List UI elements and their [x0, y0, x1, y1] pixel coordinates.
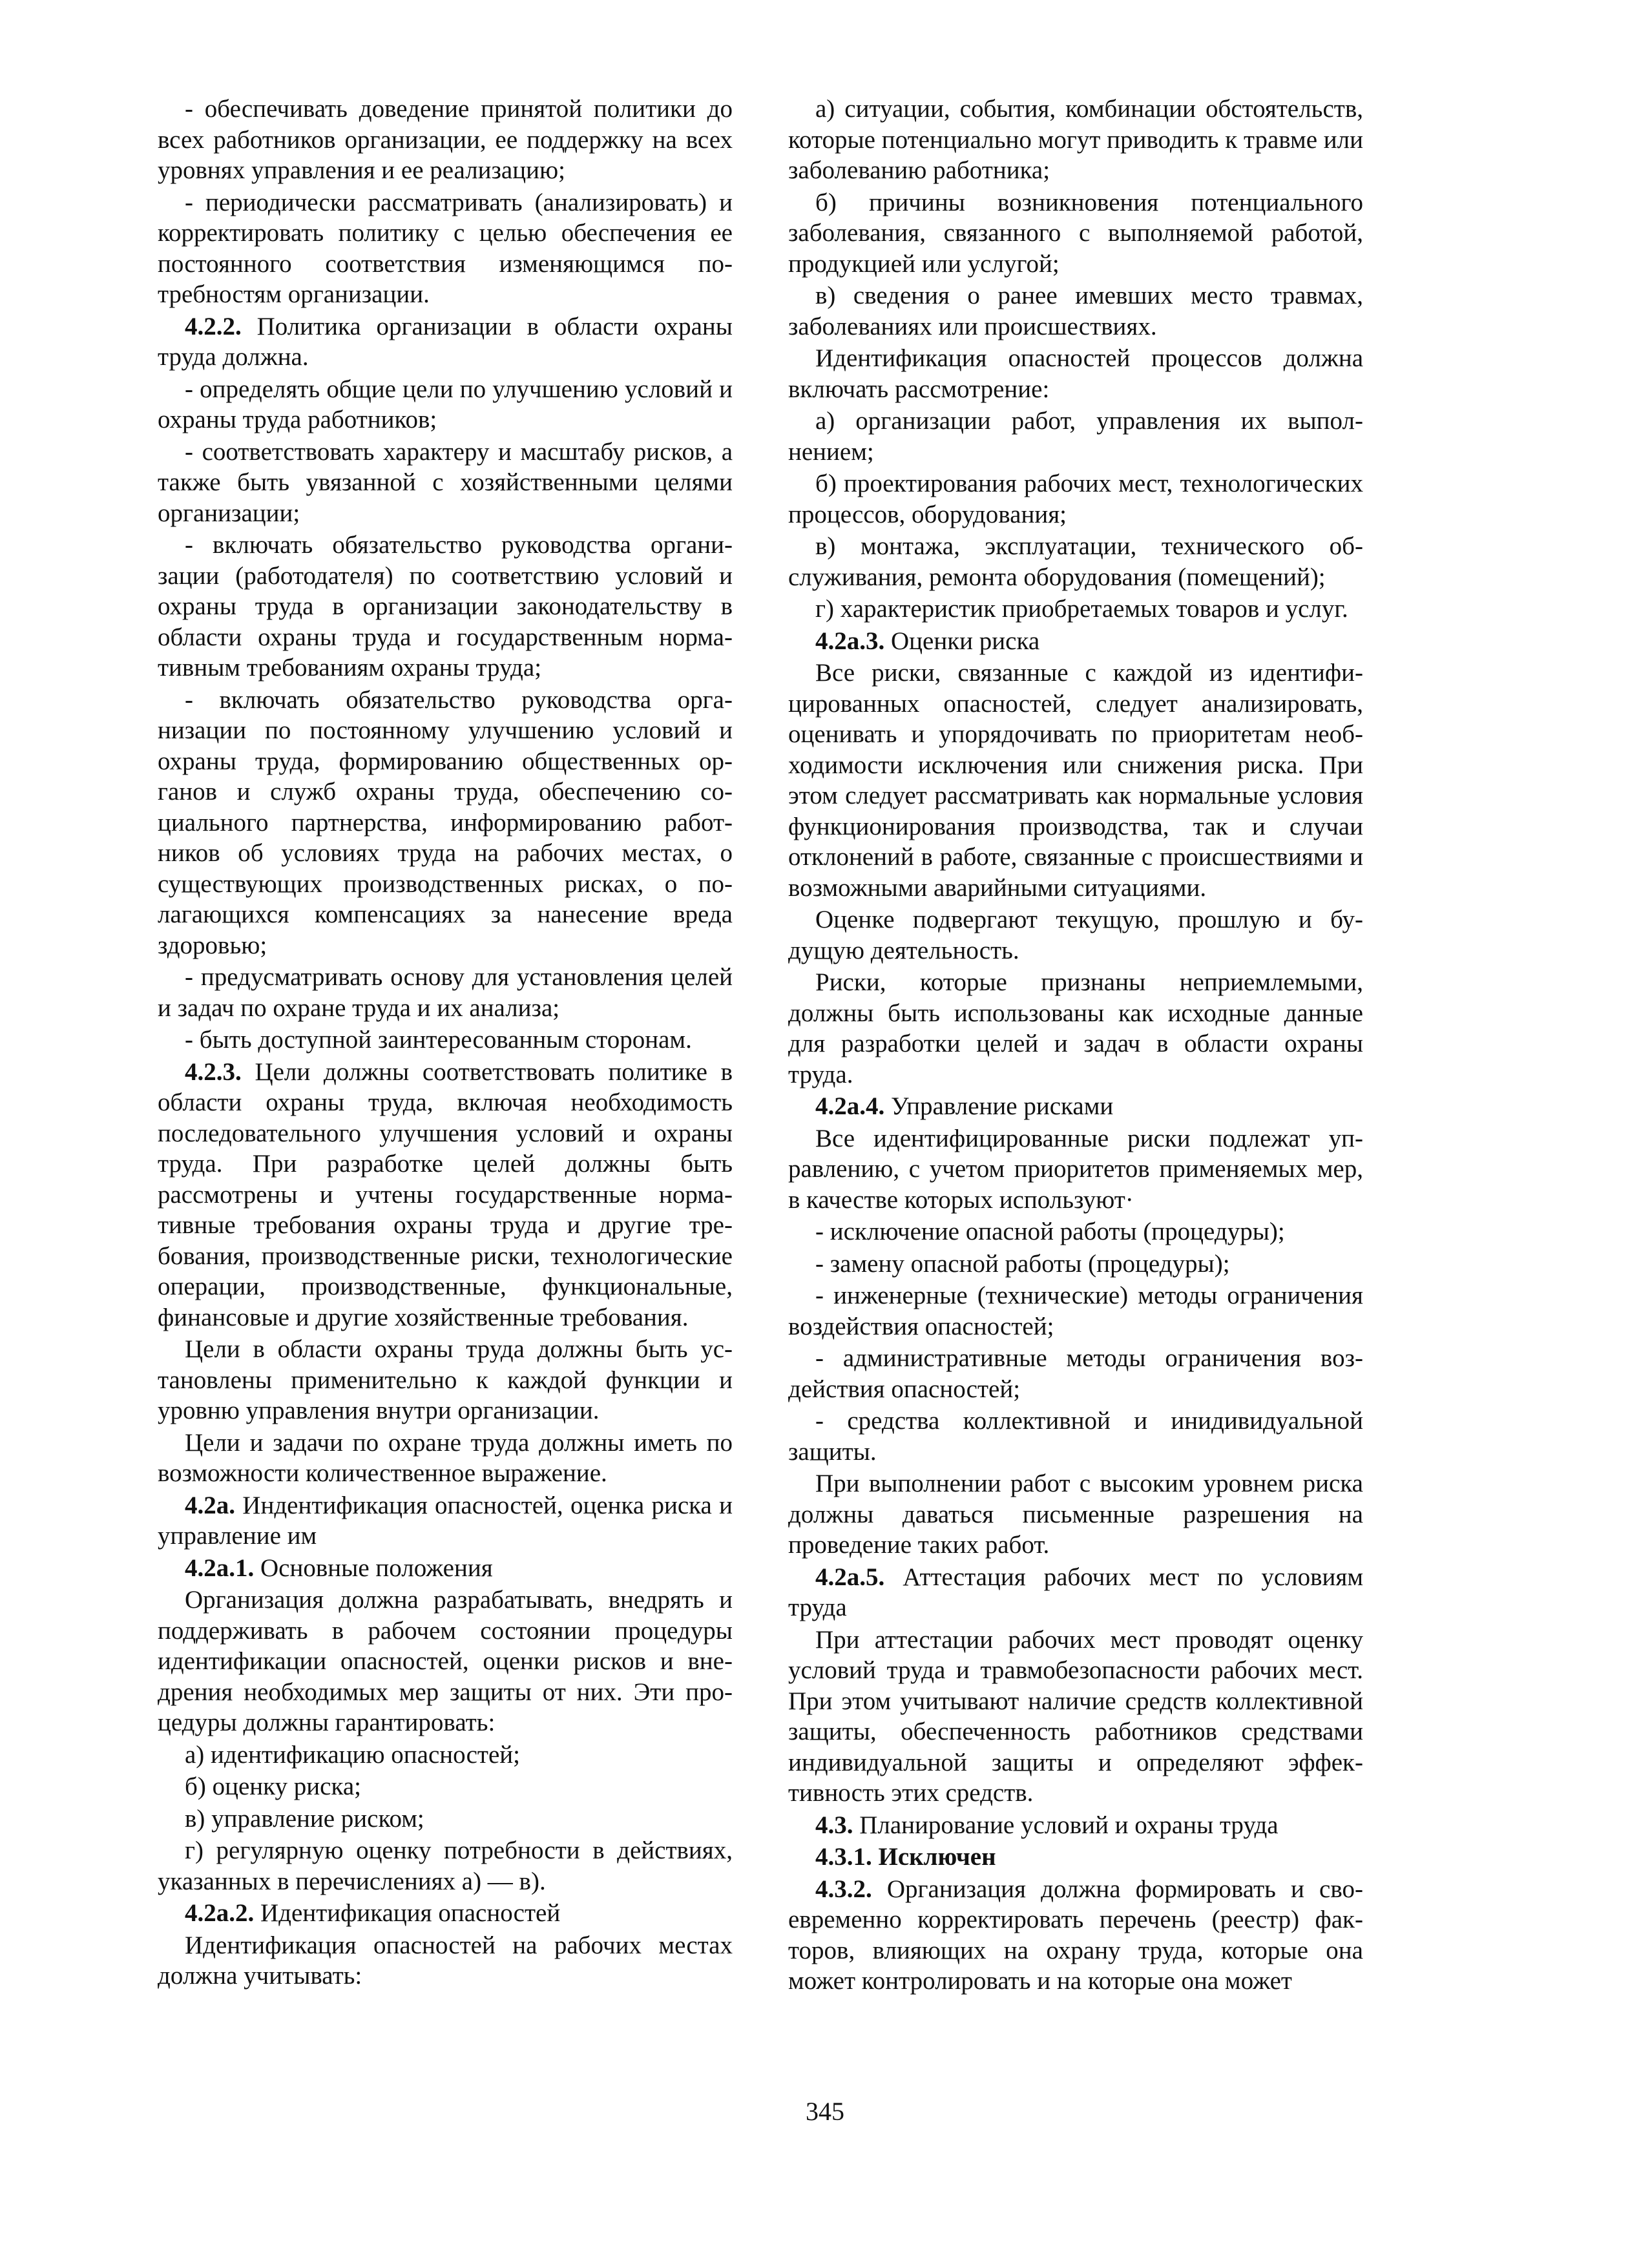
paragraph	[158, 1025, 733, 1056]
paragraph-text: - предусматривать основу для установления целей и задач по охране труда и их анализа;	[158, 963, 733, 1022]
paragraph-text: - периодически рассматривать (анализировать) и корректировать политику с целью обеспечения ее постоянного соответствия изменяющимся потребностям организации.	[158, 188, 733, 308]
paragraph	[158, 1771, 733, 1802]
paragraph	[788, 658, 1363, 903]
paragraph	[158, 1585, 733, 1738]
paragraph	[788, 1280, 1363, 1342]
left-column	[158, 94, 733, 1993]
paragraph-text: Организация должна разрабатывать, внедрять и поддерживать в рабочем состоянии процедуры идентификации опасностей, оценки рисков и внедрения необходимых мер защиты от них. Эти процедуры должны гарантировать:	[158, 1586, 733, 1736]
paragraph	[158, 437, 733, 529]
paragraph	[788, 1343, 1363, 1404]
section-number: 4.2а.3.	[815, 627, 885, 655]
section-number: 4.3.2.	[815, 1875, 872, 1903]
paragraph	[788, 406, 1363, 467]
paragraph-text: б) причины возникновения потенциального заболевания, связанного с выполняемой работой, продукцией или услугой;	[788, 188, 1363, 278]
paragraph-text: Идентификация опасностей на рабочих местах должна учитывать:	[158, 1931, 733, 1990]
paragraph	[788, 1842, 1363, 1873]
paragraph	[158, 1553, 733, 1584]
paragraph	[788, 1091, 1363, 1122]
paragraph-text: а) идентификацию опасностей;	[185, 1740, 520, 1769]
section-number: 4.2а.1.	[185, 1554, 255, 1582]
paragraph	[788, 468, 1363, 530]
paragraph	[158, 1898, 733, 1929]
paragraph-text: - обеспечивать доведение принятой политики до всех работников организации, ее поддержку на всех уровнях управления и ее реализацию;	[158, 95, 733, 184]
paragraph-text: Аттестация рабочих мест по условиям труда	[788, 1563, 1363, 1621]
paragraph-text: б) оценку риска;	[185, 1773, 361, 1800]
paragraph-text: Оценки риска	[884, 627, 1040, 655]
paragraph-text: - административные методы ограничения воздействия опасностей;	[788, 1344, 1363, 1403]
section-number: 4.2а.4.	[815, 1092, 885, 1120]
paragraph-text: б) проектирования рабочих мест, технологических процессов, оборудования;	[788, 470, 1363, 528]
paragraph-text: Планирование условий и охраны труда	[853, 1811, 1279, 1839]
paragraph	[158, 311, 733, 373]
section-number: 4.2.2.	[185, 312, 242, 340]
paragraph-text: г) регулярную оценку потребности в действиях, указанных в перечислениях а) — в).	[158, 1836, 733, 1895]
paragraph	[158, 530, 733, 683]
paragraph-text: в) управление риском;	[185, 1804, 424, 1833]
paragraph-text: Политика организации в области охраны труда должна.	[158, 312, 733, 371]
paragraph-text: При аттестации рабочих мест проводят оценку условий труда и травмобезопасности рабочих мест. При этом учитывают наличие средств коллективной защиты, обеспеченность работников средствами индивидуальной защиты и определяют эффективность этих средств.	[788, 1625, 1363, 1807]
paragraph	[788, 1874, 1363, 1997]
paragraph-text: Идентификация опасностей	[254, 1899, 561, 1927]
paragraph	[158, 1804, 733, 1835]
paragraph	[788, 1625, 1363, 1809]
paragraph-text: в) монтажа, эксплуатации, технического обслуживания, ремонта оборудования (помещений);	[788, 532, 1363, 591]
paragraph	[788, 904, 1363, 966]
paragraph-text: Управление рисками	[884, 1092, 1114, 1120]
section-number: 4.3.	[815, 1811, 853, 1839]
paragraph-text: - определять общие цели по улучшению условий и охраны труда работников;	[158, 375, 733, 433]
paragraph	[788, 531, 1363, 592]
section-number: 4.3.1.	[815, 1843, 872, 1871]
section-number: 4.2а.5.	[815, 1563, 885, 1591]
paragraph	[788, 1123, 1363, 1216]
paragraph	[788, 626, 1363, 657]
paragraph	[158, 1490, 733, 1552]
paragraph	[788, 594, 1363, 625]
paragraph	[158, 1740, 733, 1771]
paragraph-text: При выполнении работ с высоким уровнем риска должны даваться письменные разрешения на проведение таких работ.	[788, 1470, 1363, 1559]
paragraph-text: - замену опасной работы (процедуры);	[815, 1249, 1230, 1278]
section-number: 4.2а.2.	[185, 1899, 255, 1927]
paragraph-text: Организация должна формировать и своевременно корректировать перечень (реестр) факторов, влияющих на охрану труда, которые она может контролировать и на которые она может	[788, 1875, 1363, 1995]
paragraph	[158, 374, 733, 435]
paragraph-text: - исключение опасной работы (процедуры);	[815, 1218, 1285, 1245]
section-number: 4.2а.	[185, 1491, 235, 1519]
paragraph	[158, 94, 733, 186]
paragraph	[158, 1057, 733, 1333]
paragraph	[788, 280, 1363, 342]
paragraph-text: Исключен	[872, 1843, 996, 1871]
paragraph-text: - средства коллективной и инидивидуальной защиты.	[788, 1407, 1363, 1466]
paragraph	[788, 94, 1363, 186]
paragraph-text: а) ситуации, события, комбинации обстоятельств, которые потенциально могут приводить к травме или заболеванию работника;	[788, 95, 1363, 184]
paragraph-text: Цели и задачи по охране труда должны иметь по возможности количественное выражение.	[158, 1428, 733, 1487]
paragraph-text: Все идентифицированные риски подлежат управлению, с учетом приоритетов применяемых мер, в качестве которых используют·	[788, 1124, 1363, 1214]
paragraph-text: - включать обязательство руководства организации по постоянному улучшению условий и охраны труда, формированию общественных органов и служб охраны труда, обеспечению социального партнерства, информированию работников об условиях труда на рабочих местах, о существующих производственных рисках, о полагающихся компенсациях за нанесение вреда здоровью;	[158, 685, 733, 959]
paragraph-text: Оценке подвергают текущую, прошлую и будущую деятельность.	[788, 906, 1363, 964]
paragraph	[158, 685, 733, 961]
paragraph	[788, 967, 1363, 1090]
paragraph	[158, 1428, 733, 1489]
paragraph	[788, 187, 1363, 280]
paragraph	[158, 187, 733, 310]
paragraph-text: Основные положения	[254, 1554, 493, 1582]
paragraph-text: Риски, которые признаны неприемлемыми, должны быть использованы как исходные данные для разработки целей и задач в области охраны труда.	[788, 968, 1363, 1088]
paragraph-text: а) организации работ, управления их выполнением;	[788, 407, 1363, 466]
paragraph-text: Индентификация опасностей, оценка риска и управление им	[158, 1491, 733, 1550]
paragraph	[158, 1334, 733, 1426]
section-number: 4.2.3.	[185, 1057, 242, 1086]
paragraph	[788, 343, 1363, 404]
paragraph-text: г) характеристик приобретаемых товаров и услуг.	[815, 595, 1348, 623]
paragraph	[158, 962, 733, 1023]
paragraph	[788, 1468, 1363, 1561]
paragraph-text: Цели в области охраны труда должны быть установлены применительно к каждой функции и уровню управления внутри организации.	[158, 1335, 733, 1424]
paragraph-text: - инженерные (технические) методы ограничения воздействия опасностей;	[788, 1282, 1363, 1340]
paragraph	[788, 1810, 1363, 1841]
paragraph	[158, 1930, 733, 1992]
paragraph	[158, 1835, 733, 1897]
paragraph	[788, 1249, 1363, 1280]
paragraph-text: - быть доступной заинтересованным сторонам.	[185, 1026, 692, 1054]
paragraph-text: Все риски, связанные с каждой из идентифицированных опасностей, следует анализировать, оценивать и упорядочивать по приоритетам необходимости исключения или снижения риска. При этом следует рассматривать как нормальные условия функционирования производства, так и случаи отклонений в работе, связанные с происшествиями и возможными аварийными ситуациями.	[788, 659, 1363, 902]
paragraph-text: - соответствовать характеру и масштабу рисков, а также быть увязанной с хозяйственными целями организации;	[158, 437, 733, 527]
right-column	[788, 94, 1363, 1998]
paragraph-text: - включать обязательство руководства организации (работодателя) по соответствию условий и охраны труда в организации законодательству в области охраны труда и государственным нормативным требованиям охраны труда;	[158, 531, 733, 681]
paragraph	[788, 1562, 1363, 1623]
paragraph-text: Идентификация опасностей процессов должна включать рассмотрение:	[788, 344, 1363, 403]
paragraph-text: Цели должны соответствовать политике в области охраны труда, включая необходимость последовательного улучшения условий и охраны труда. При разработке целей должны быть рассмотрены и учтены государственные нормативные требования охраны труда и другие требования, производственные риски, технологические операции, производственные, функциональные, финансовые и другие хозяйственные требования.	[158, 1057, 733, 1331]
paragraph	[788, 1216, 1363, 1247]
page-number: 345	[806, 2097, 844, 2126]
paragraph	[788, 1406, 1363, 1467]
paragraph-text: в) сведения о ранее имевших место травмах, заболеваниях или происшествиях.	[788, 282, 1363, 340]
